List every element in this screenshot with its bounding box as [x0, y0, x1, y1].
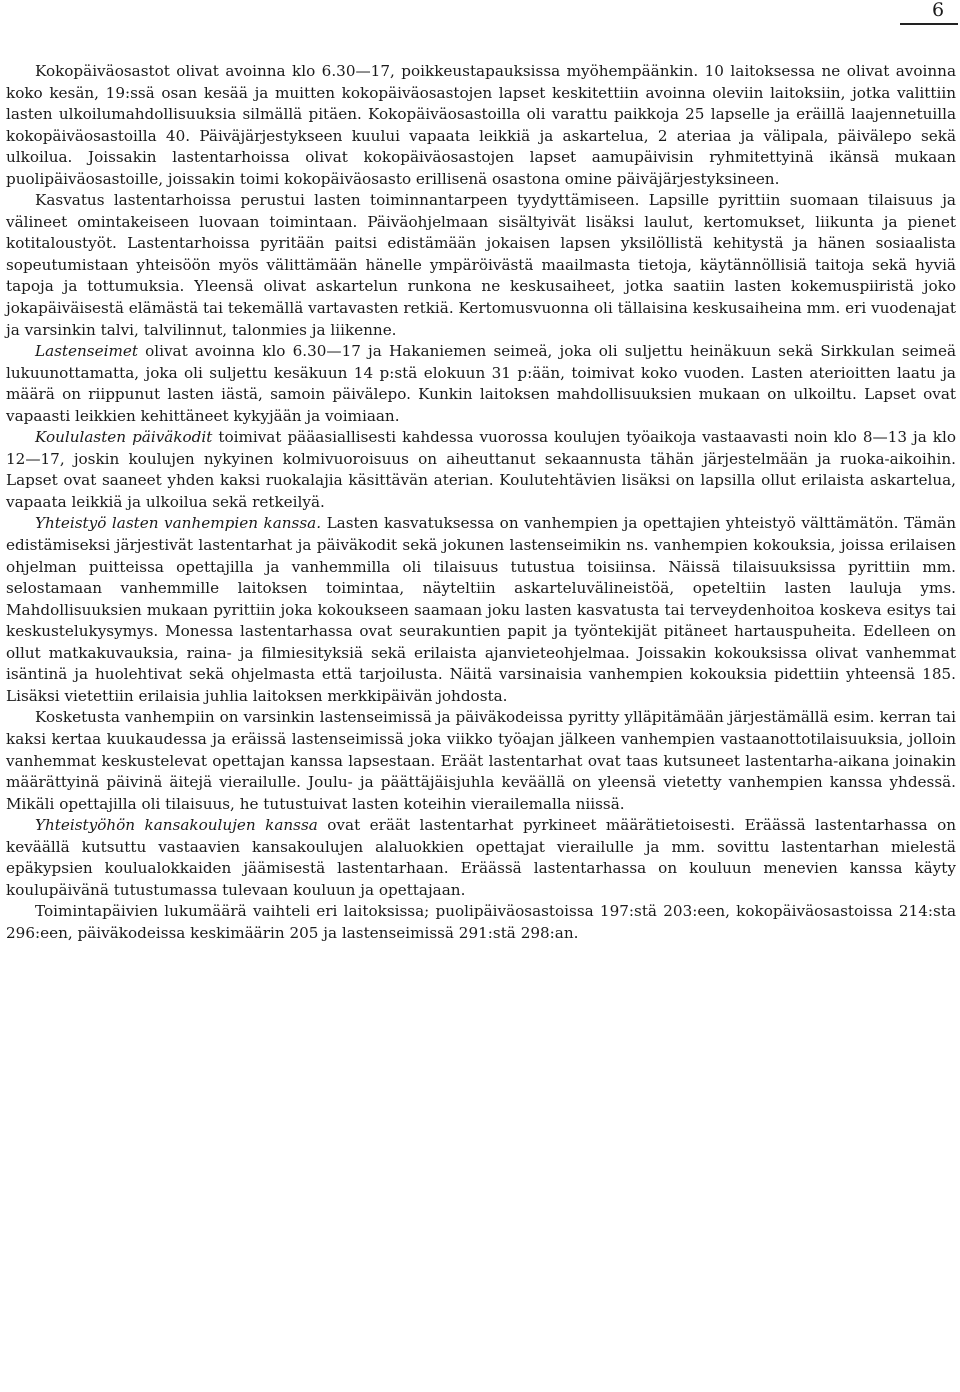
paragraph-text: Toimintapäivien lukumäärä vaihteli eri laitoksissa; puolipäiväosastoissa 197:stä 203:een, kokopäiväosastoissa 214:sta 296:een, päiväkodeissa keskimäärin 205 ja lastenseimissä 291:stä 298:an.	[6, 902, 956, 942]
paragraph-text: Kosketusta vanhempiin on varsinkin lastenseimissä ja päiväkodeissa pyritty ylläpitämään järjestämällä esim. kerran tai kaksi kertaa kuukaudessa ja eräissä lastenseimissä joka viikko työajan jälkeen vanhempien vastaanottotilaisuuksia, jolloin vanhemmat keskustelevat opettajan kanssa lapsestaan. Eräät lastentarhat ovat taas kutsuneet lastentarha-aikana joinakin määrättyinä päivinä äitejä vierailulle. Joulu- ja päättäjäisjuhla keväällä on yleensä vietetty vanhempien kanssa yhdessä. Mikäli opettajilla oli tilaisuus, he tutustuivat lasten koteihin vierailemalla niissä.	[6, 708, 956, 813]
header-rule	[900, 23, 958, 25]
italic-lead: Koululasten päiväkodit	[35, 428, 213, 447]
paragraph	[6, 61, 956, 190]
italic-lead: Lastenseimet	[35, 342, 138, 361]
paragraph	[6, 513, 956, 707]
italic-lead: Yhteistyö lasten vanhempien kanssa.	[35, 514, 322, 533]
paragraph	[6, 427, 956, 513]
page-number: 6	[931, 0, 945, 21]
paragraph-text: ovat eräät lastentarhat pyrkineet määrätietoisesti. Eräässä lastentarhassa on keväällä kutsuttu vastaavien kansakoulujen alaluokkien opettajat vierailulle ja mm. sovittu lastentarhan mielestä epäkypsien koulualokkaiden jäämisestä lastentarhaan. Eräässä lastentarhassa on kouluun menevien kanssa käyty koulupäivänä tutustumassa tulevaan kouluun ja opettajaan.	[6, 816, 957, 899]
paragraph	[6, 901, 956, 944]
paragraph-text: Lasten kasvatuksessa on vanhempien ja opettajien yhteistyö välttämätön. Tämän edistämiseksi järjestivät lastentarhat ja päiväkodit sekä jokunen lastenseimikin ns. vanhempien kokouksia, joissa erilaisen ohjelman puitteissa opettajilla ja vanhemmilla oli tilaisuus tutustua toisiinsa. Näissä tilaisuuksissa pyrittiin mm. selostamaan vanhemmille laitoksen toimintaa, näyteltiin askarteluvälineistöä, opeteltiin lasten lauluja yms. Mahdollisuuksien mukaan pyrittiin joka kokoukseen saamaan joku lasten kasvatusta tai terveydenhoitoa koskeva esitys tai keskustelukysymys. Monessa lastentarhassa ovat seurakuntien papit ja työntekijät pitäneet hartauspuheita. Edelleen on ollut matkakuvauksia, raina- ja filmiesityksiä sekä erilaista ajanvieteohjelmaa. Joissakin kokouksissa olivat vanhemmat isäntinä ja huolehtivat sekä ohjelmasta että tarjoilusta. Näitä varsinaisia vanhempien kokouksia pidettiin yhteensä 185. Lisäksi vietettiin erilaisia juhlia laitoksen merkkipäivän johdosta.	[6, 514, 957, 705]
paragraph	[6, 707, 956, 815]
paragraph-text: Kasvatus lastentarhoissa perustui lasten toiminnantarpeen tyydyttämiseen. Lapsille pyrittiin suomaan tilaisuus ja välineet omintakeiseen luovaan toimintaan. Päiväohjelmaan sisältyivät lisäksi laulut, kertomukset, liikunta ja pienet kotitaloustyöt. Lastentarhoissa pyritään paitsi edistämään jokaisen lapsen yksilöllistä kehitystä ja hänen sosiaalista sopeutumistaan yhteisöön myös välittämään hänelle ympäröivästä maailmasta tietoja, käytännöllisiä taitoja sekä hyviä tapoja ja tottumuksia. Yleensä olivat askartelun runkona ne keskusaiheet, jotka saatiin lasten kokemuspiiristä joko jokapäiväisestä elämästä tai tekemällä vartavasten retkiä. Kertomusvuonna oli tällaisina keskusaiheina mm. eri vuodenajat ja varsinkin talvi, talvilinnut, talonmies ja liikenne.	[6, 191, 956, 339]
italic-lead: Yhteistyöhön kansakoulujen kanssa	[35, 816, 318, 835]
paragraph	[6, 190, 956, 341]
paragraph-text: toimivat pääasiallisesti kahdessa vuorossa koulujen työaikoja vastaavasti noin klo 8—13 ja klo 12—17, joskin koulujen nykyinen kolmivuoroisuus on aiheuttanut sekaannusta tähän järjestelmään ja ruoka-aikoihin. Lapset ovat saaneet yhden kaksi ruokalajia käsittävän aterian. Koulutehtävien lisäksi on lapsilla ollut erilaista askartelua, vapaata leikkiä ja ulkoilua sekä retkeilyä.	[6, 428, 956, 511]
paragraph	[6, 341, 956, 427]
paragraph-text: olivat avoinna klo 6.30—17 ja Hakaniemen seimeä, joka oli suljettu heinäkuun sekä Sirkkulan seimeä lukuunottamatta, joka oli suljettu kesäkuun 14 p:stä elokuun 31 p:ään, toimivat koko vuoden. Lasten aterioitten laatu ja määrä on riippunut lasten iästä, samoin päivälepo. Kunkin laitoksen mahdollisuuksien mukaan on ulkoiltu. Lapset ovat vapaasti leikkien kehittäneet kykyjään ja voimiaan.	[6, 342, 956, 425]
paragraph-text: Kokopäiväosastot olivat avoinna klo 6.30—17, poikkeustapauksissa myöhempäänkin. 10 laitoksessa ne olivat avoinna koko kesän, 19:ssä osan kesää ja muitten kokopäiväosastojen lapset keskitettiin avoinna oleviin laitoksiin, jotka valittiin lasten ulkoilumahdollisuuksia silmällä pitäen. Kokopäiväosastoilla oli varattu paikkoja 25 lapselle ja eräillä laajennetuilla kokopäiväosastoilla 40. Päiväjärjestykseen kuului vapaata leikkiä ja askartelua, 2 ateriaa ja välipala, päivälepo sekä ulkoilua. Joissakin lastentarhoissa olivat kokopäiväosastojen lapset aamupäivisin ryhmitettyinä ikänsä mukaan puolipäiväosastoille, joissakin toimi kokopäiväosasto erillisenä osastona omine päiväjärjestyksineen.	[6, 62, 956, 188]
paragraph	[6, 815, 956, 901]
body-text	[6, 61, 956, 944]
